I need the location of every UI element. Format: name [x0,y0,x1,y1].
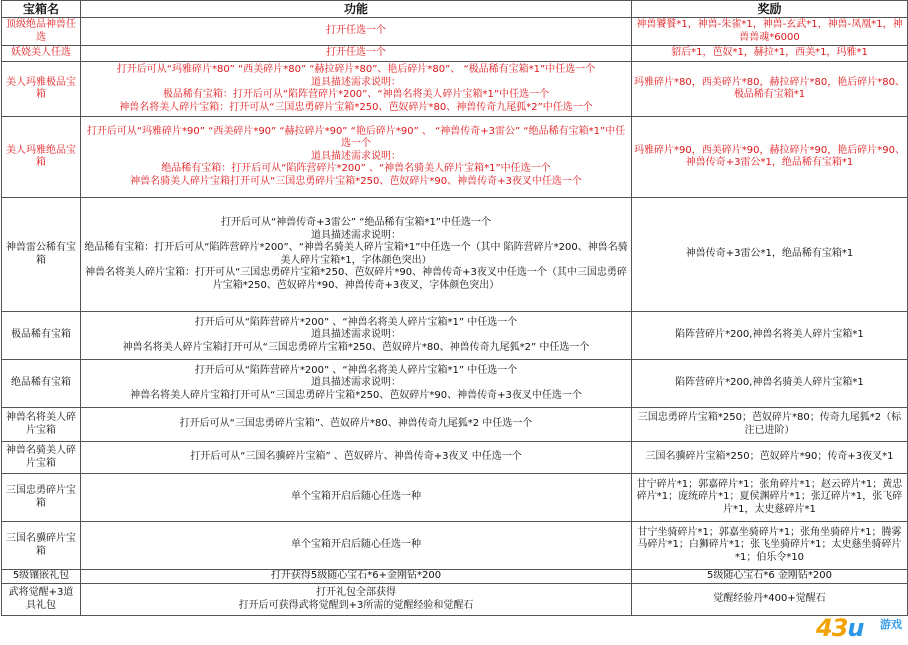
chest-name-cell: 神兽雷公稀有宝箱 [2,198,81,312]
reward-table [1,0,908,616]
function-line: 神兽名将美人碎片宝箱：打开可从“三国忠勇碎片宝箱*250、芭奴碎片*80、神兽传奇九尾狐*2”中任选一个 [119,101,593,113]
table-row [2,584,908,616]
function-line: 打开后可从“玛雅碎片*90” “西美碎片*90” “赫拉碎片*90” “艳后碎片*90” 、 “神兽传奇+3雷公” “绝品稀有宝箱*1”中任选一个 [86,125,626,150]
header-function: 功能 [81,1,632,18]
chest-function-cell [81,584,632,616]
chest-function-cell [81,474,632,522]
chest-reward-cell: 陷阵营碎片*200,神兽名将美人碎片宝箱*1 [632,312,908,360]
chest-name-cell: 神兽名将美人碎片宝箱 [2,408,81,442]
chest-function-cell [81,442,632,474]
function-line: 打开后可从“陷阵营碎片*200” 、“神兽名将美人碎片宝箱*1” 中任选一个 [194,364,518,376]
chest-function-cell [81,198,632,312]
chest-function-cell [81,117,632,198]
chest-reward-cell: 甘宁碎片*1；郭嘉碎片*1；张角碎片*1；赵云碎片*1；黄忠碎片*1；庞统碎片*1；夏侯渊碎片*1；张辽碎片*1，张飞碎片*1，太史慈碎片*1 [632,474,908,522]
watermark-text: 游戏 [880,618,902,631]
chest-name-cell: 三国忠勇碎片宝箱 [2,474,81,522]
chest-reward-cell: 甘宁坐骑碎片*1；郭嘉坐骑碎片*1；张角坐骑碎片*1；腾雾马碎片*1；白狮碎片*1；张飞坐骑碎片*1；太史慈坐骑碎片*1；伯乐令*10 [632,522,908,570]
function-line: 打开礼包全部获得 [316,587,396,598]
chest-function-cell [81,62,632,117]
header-row [2,1,908,18]
table-row [2,117,908,198]
table-row [2,408,908,442]
header-name: 宝箱名 [2,1,81,18]
chest-function-cell [81,360,632,408]
table-row [2,18,908,46]
function-line: 打开后可从“三国忠勇碎片宝箱”、芭奴碎片*80、神兽传奇九尾狐*2 中任选一个 [179,418,533,430]
table-row [2,198,908,312]
chest-reward-cell: 觉醒经验丹*400+觉醒石 [632,584,908,616]
table-body [2,18,908,616]
chest-reward-cell: 三国忠勇碎片宝箱*250；芭奴碎片*80；传奇九尾狐*2（标注已进阶） [632,408,908,442]
chest-name-cell: 美人玛雅绝品宝箱 [2,117,81,198]
chest-name-cell: 5级镶嵌礼包 [2,570,81,584]
chest-function-cell [81,46,632,62]
function-line: 神兽名将美人碎片宝箱打开可从“三国忠勇碎片宝箱*250、芭奴碎片*80、神兽传奇九尾狐*2” 中任选一个 [122,341,590,353]
chest-reward-cell: 三国名骥碎片宝箱*250；芭奴碎片*90；传奇+3夜叉*1 [632,442,908,474]
function-line: 打开后可获得武将觉醒到+3所需的觉醒经验和觉醒石 [238,599,474,611]
chest-function-cell [81,18,632,46]
chest-reward-cell: 5级随心宝石*6 金刚钻*200 [632,570,908,584]
watermark-letter: u [847,614,864,642]
function-line: 打开获得5级随心宝石*6+金刚钻*200 [270,570,442,582]
function-line: 道具描述需求说明： [311,76,401,88]
chest-name-cell: 武将觉醒+3道具礼包 [2,584,81,616]
header-reward: 奖励 [632,1,908,18]
function-line: 道具描述需求说明： [311,229,401,241]
chest-reward-cell: 玛雅碎片*80，西美碎片*80，赫拉碎片*80，艳后碎片*80、极品稀有宝箱*1 [632,62,908,117]
watermark-logo [816,614,864,642]
function-line: 道具描述需求说明： [311,150,401,162]
function-line: 打开任选一个 [326,25,386,37]
table-row [2,522,908,570]
function-line: 打开后可从“神兽传奇+3雷公” “绝品稀有宝箱*1”中任选一个 [220,217,491,228]
chest-reward-cell: 神兽传奇+3雷公*1，绝品稀有宝箱*1 [632,198,908,312]
chest-name-cell: 顶级绝品神兽任选 [2,18,81,46]
function-line: 神兽名将美人碎片宝箱打开可从“三国忠勇碎片宝箱*250、芭奴碎片*90、神兽传奇+3夜叉中任选一个 [130,389,582,401]
table-row [2,474,908,522]
chest-name-cell: 三国名骥碎片宝箱 [2,522,81,570]
chest-function-cell [81,408,632,442]
function-line: 神兽名将美人碎片宝箱：打开可从“三国忠勇碎片宝箱*250、芭奴碎片*90、神兽传奇+3夜叉中任选一个（其中三国忠勇碎片宝箱*250、芭奴碎片*90、神兽传奇+3夜叉，字体颜色突出） [85,267,627,291]
table-row [2,312,908,360]
chest-reward-cell: 陷阵营碎片*200,神兽名骑美人碎片宝箱*1 [632,360,908,408]
function-line: 绝品稀有宝箱：打开后可从“陷阵营碎片*200”、“神兽名骑美人碎片宝箱*1”中任选一个（其中 陷阵营碎片*200、神兽名骑美人碎片宝箱*1，字体颜色突出） [84,242,628,266]
chest-name-cell: 妖娆美人任选 [2,46,81,62]
function-line: 绝品稀有宝箱：打开后可从“陷阵营碎片*200” 、“神兽名骑美人碎片宝箱*1”中任选一个 [161,163,551,175]
table-row [2,570,908,584]
function-line: 极品稀有宝箱：打开后可从“陷阵营碎片*200”、“神兽名将美人碎片宝箱*1”中任选一个 [162,89,550,100]
function-line: 打开任选一个 [326,47,386,59]
table-row [2,46,908,62]
function-line: 打开后可从“三国名骥碎片宝箱” 、芭奴碎片、神兽传奇+3夜叉 中任选一个 [190,451,522,463]
function-line: 道具描述需求说明： [311,377,401,389]
chest-name-cell: 美人玛雅极品宝箱 [2,62,81,117]
chest-name-cell: 极品稀有宝箱 [2,312,81,360]
function-line: 单个宝箱开启后随心任选一种 [291,491,421,503]
table-row [2,62,908,117]
chest-name-cell: 绝品稀有宝箱 [2,360,81,408]
chest-reward-cell: 貂后*1，芭奴*1，赫拉*1，西美*1，玛雅*1 [632,46,908,62]
function-line: 打开后可从“玛雅碎片*80” “西美碎片*80” “赫拉碎片*80”、艳后碎片*80”、 “极品稀有宝箱*1”中任选一个 [116,64,596,75]
table-row [2,442,908,474]
function-line: 道具描述需求说明： [311,329,401,341]
table-row [2,360,908,408]
chest-function-cell [81,570,632,584]
watermark-number: 43 [816,614,848,642]
chest-function-cell [81,312,632,360]
chest-reward-cell: 玛雅碎片*90，西美碎片*90，赫拉碎片*90，艳后碎片*90、神兽传奇+3雷公*1，绝品稀有宝箱*1 [632,117,908,198]
chest-name-cell: 神兽名骑美人碎片宝箱 [2,442,81,474]
function-line: 打开后可从“陷阵营碎片*200” 、“神兽名将美人碎片宝箱*1” 中任选一个 [194,316,518,328]
chest-function-cell [81,522,632,570]
function-line: 单个宝箱开启后随心任选一种 [291,539,421,551]
site-watermark [812,616,904,642]
chest-reward-cell: 神兽饕餮*1，神兽-朱雀*1，神兽-玄武*1，神兽-凤凰*1，神兽兽魂*6000 [632,18,908,46]
function-line: 神兽名骑美人碎片宝箱打开可从“三国忠勇碎片宝箱*250、芭奴碎片*90、神兽传奇+3夜叉中任选一个 [130,175,582,187]
